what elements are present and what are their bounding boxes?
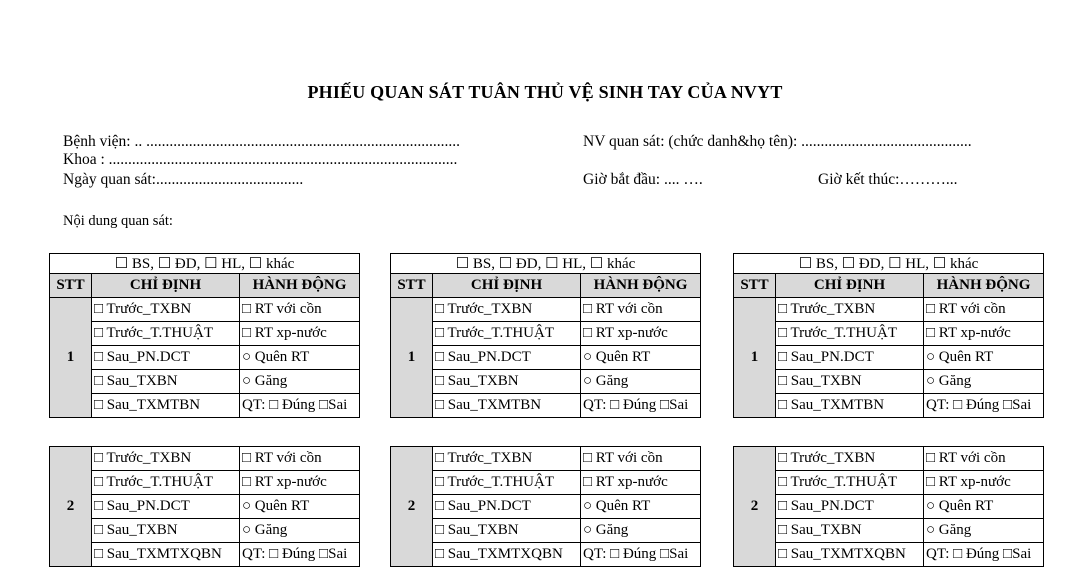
indication-checkbox[interactable]: □ Trước_T.THUẬT	[433, 471, 581, 495]
row-number: 1	[50, 298, 92, 418]
observation-block	[733, 446, 1044, 567]
observation-row	[734, 447, 1044, 471]
observation-row	[391, 346, 701, 370]
observation-row	[50, 298, 360, 322]
indication-checkbox[interactable]: □ Sau_PN.DCT	[92, 495, 240, 519]
observer-field[interactable]: NV quan sát: (chức danh&họ tên): ............................................	[583, 133, 972, 150]
observation-row	[50, 447, 360, 471]
action-option[interactable]: □ RT xp-nước	[581, 471, 701, 495]
action-option[interactable]: ○ Quên RT	[240, 346, 360, 370]
indication-checkbox[interactable]: □ Trước_TXBN	[433, 298, 581, 322]
staff-category-checkboxes[interactable]: ☐ BS, ☐ ĐD, ☐ HL, ☐ khác	[734, 254, 1044, 274]
observation-row	[50, 495, 360, 519]
observation-row	[391, 370, 701, 394]
observation-block	[390, 253, 701, 418]
action-option[interactable]: ○ Quên RT	[924, 346, 1044, 370]
indication-checkbox[interactable]: □ Trước_TXBN	[92, 447, 240, 471]
action-option[interactable]: QT: □ Đúng □Sai	[240, 394, 360, 418]
action-option[interactable]: □ RT với cồn	[924, 298, 1044, 322]
indication-checkbox[interactable]: □ Sau_PN.DCT	[433, 346, 581, 370]
action-header: HÀNH ĐỘNG	[924, 274, 1044, 298]
staff-category-checkboxes[interactable]: ☐ BS, ☐ ĐD, ☐ HL, ☐ khác	[391, 254, 701, 274]
observation-block	[390, 446, 701, 567]
action-option[interactable]: QT: □ Đúng □Sai	[924, 394, 1044, 418]
observation-row	[391, 322, 701, 346]
indication-checkbox[interactable]: □ Sau_TXBN	[92, 370, 240, 394]
observation-row	[734, 322, 1044, 346]
action-option[interactable]: ○ Quên RT	[924, 495, 1044, 519]
observation-row	[734, 394, 1044, 418]
observation-row	[734, 370, 1044, 394]
action-option[interactable]: QT: □ Đúng □Sai	[924, 543, 1044, 567]
action-option[interactable]: ○ Găng	[581, 370, 701, 394]
action-option[interactable]: ○ Găng	[240, 519, 360, 543]
indication-checkbox[interactable]: □ Sau_PN.DCT	[776, 346, 924, 370]
action-option[interactable]: □ RT với cồn	[581, 298, 701, 322]
action-header: HÀNH ĐỘNG	[581, 274, 701, 298]
start-time-field[interactable]: Giờ bắt đầu: .... ….	[583, 171, 703, 188]
action-option[interactable]: QT: □ Đúng □Sai	[581, 543, 701, 567]
action-option[interactable]: □ RT xp-nước	[924, 471, 1044, 495]
action-option[interactable]: QT: □ Đúng □Sai	[240, 543, 360, 567]
observation-row	[50, 394, 360, 418]
observation-row	[734, 346, 1044, 370]
indication-checkbox[interactable]: □ Sau_TXBN	[433, 519, 581, 543]
indication-checkbox[interactable]: □ Sau_TXBN	[92, 519, 240, 543]
action-option[interactable]: ○ Găng	[240, 370, 360, 394]
observation-row	[734, 471, 1044, 495]
action-option[interactable]: ○ Quên RT	[581, 495, 701, 519]
observation-block	[49, 253, 360, 418]
observation-row	[391, 394, 701, 418]
end-time-field[interactable]: Giờ kết thúc:………...	[818, 171, 958, 188]
department-field[interactable]: Khoa : ..........................................................................................	[63, 151, 458, 168]
indication-checkbox[interactable]: □ Sau_TXMTBN	[776, 394, 924, 418]
action-option[interactable]: QT: □ Đúng □Sai	[581, 394, 701, 418]
indication-checkbox[interactable]: □ Trước_T.THUẬT	[776, 322, 924, 346]
action-option[interactable]: □ RT với cồn	[240, 447, 360, 471]
indication-checkbox[interactable]: □ Sau_TXBN	[776, 519, 924, 543]
stt-header: STT	[391, 274, 433, 298]
staff-category-checkboxes[interactable]: ☐ BS, ☐ ĐD, ☐ HL, ☐ khác	[50, 254, 360, 274]
indication-header: CHỈ ĐỊNH	[433, 274, 581, 298]
action-option[interactable]: □ RT xp-nước	[240, 322, 360, 346]
indication-checkbox[interactable]: □ Trước_TXBN	[92, 298, 240, 322]
indication-checkbox[interactable]: □ Trước_T.THUẬT	[92, 471, 240, 495]
indication-checkbox[interactable]: □ Sau_TXMTBN	[433, 394, 581, 418]
row-number: 1	[734, 298, 776, 418]
indication-checkbox[interactable]: □ Trước_TXBN	[776, 298, 924, 322]
indication-header: CHỈ ĐỊNH	[92, 274, 240, 298]
observation-block	[49, 446, 360, 567]
indication-checkbox[interactable]: □ Sau_TXMTXQBN	[433, 543, 581, 567]
observation-row	[50, 519, 360, 543]
observation-row	[734, 519, 1044, 543]
observation-row	[734, 495, 1044, 519]
stt-header: STT	[734, 274, 776, 298]
observation-row	[734, 543, 1044, 567]
action-option[interactable]: □ RT với cồn	[924, 447, 1044, 471]
action-option[interactable]: □ RT xp-nước	[924, 322, 1044, 346]
observation-date-field[interactable]: Ngày quan sát:......................................	[63, 171, 304, 188]
observation-row	[734, 298, 1044, 322]
row-number: 2	[391, 447, 433, 567]
action-option[interactable]: ○ Găng	[924, 519, 1044, 543]
action-option[interactable]: □ RT xp-nước	[581, 322, 701, 346]
observation-row	[391, 298, 701, 322]
row-number: 2	[50, 447, 92, 567]
observation-block	[733, 253, 1044, 418]
row-number: 2	[734, 447, 776, 567]
observation-row	[391, 543, 701, 567]
action-header: HÀNH ĐỘNG	[240, 274, 360, 298]
action-option[interactable]: □ RT với cồn	[581, 447, 701, 471]
action-option[interactable]: ○ Găng	[581, 519, 701, 543]
indication-checkbox[interactable]: □ Sau_PN.DCT	[92, 346, 240, 370]
indication-checkbox[interactable]: □ Sau_PN.DCT	[776, 495, 924, 519]
action-option[interactable]: □ RT với cồn	[240, 298, 360, 322]
indication-checkbox[interactable]: □ Trước_T.THUẬT	[776, 471, 924, 495]
indication-checkbox[interactable]: □ Sau_PN.DCT	[433, 495, 581, 519]
indication-checkbox[interactable]: □ Sau_TXMTXQBN	[92, 543, 240, 567]
indication-checkbox[interactable]: □ Trước_T.THUẬT	[433, 322, 581, 346]
observation-row	[391, 471, 701, 495]
observation-row	[391, 519, 701, 543]
indication-header: CHỈ ĐỊNH	[776, 274, 924, 298]
indication-checkbox[interactable]: □ Sau_TXBN	[776, 370, 924, 394]
indication-checkbox[interactable]: □ Sau_TXMTBN	[92, 394, 240, 418]
indication-checkbox[interactable]: □ Trước_TXBN	[433, 447, 581, 471]
hospital-field[interactable]: Bệnh viện: .. .................................................................................	[63, 133, 460, 150]
action-option[interactable]: ○ Găng	[924, 370, 1044, 394]
action-option[interactable]: ○ Quên RT	[581, 346, 701, 370]
observation-row	[50, 543, 360, 567]
observation-row	[391, 495, 701, 519]
observation-row	[50, 370, 360, 394]
row-number: 1	[391, 298, 433, 418]
indication-checkbox[interactable]: □ Trước_TXBN	[776, 447, 924, 471]
observation-row	[50, 322, 360, 346]
indication-checkbox[interactable]: □ Sau_TXMTXQBN	[776, 543, 924, 567]
observation-row	[391, 447, 701, 471]
action-option[interactable]: □ RT xp-nước	[240, 471, 360, 495]
observation-row	[50, 346, 360, 370]
form-title: PHIẾU QUAN SÁT TUÂN THỦ VỆ SINH TAY CỦA NVYT	[307, 82, 783, 102]
action-option[interactable]: ○ Quên RT	[240, 495, 360, 519]
indication-checkbox[interactable]: □ Trước_T.THUẬT	[92, 322, 240, 346]
stt-header: STT	[50, 274, 92, 298]
section-label: Nội dung quan sát:	[63, 213, 173, 229]
indication-checkbox[interactable]: □ Sau_TXBN	[433, 370, 581, 394]
observation-row	[50, 471, 360, 495]
